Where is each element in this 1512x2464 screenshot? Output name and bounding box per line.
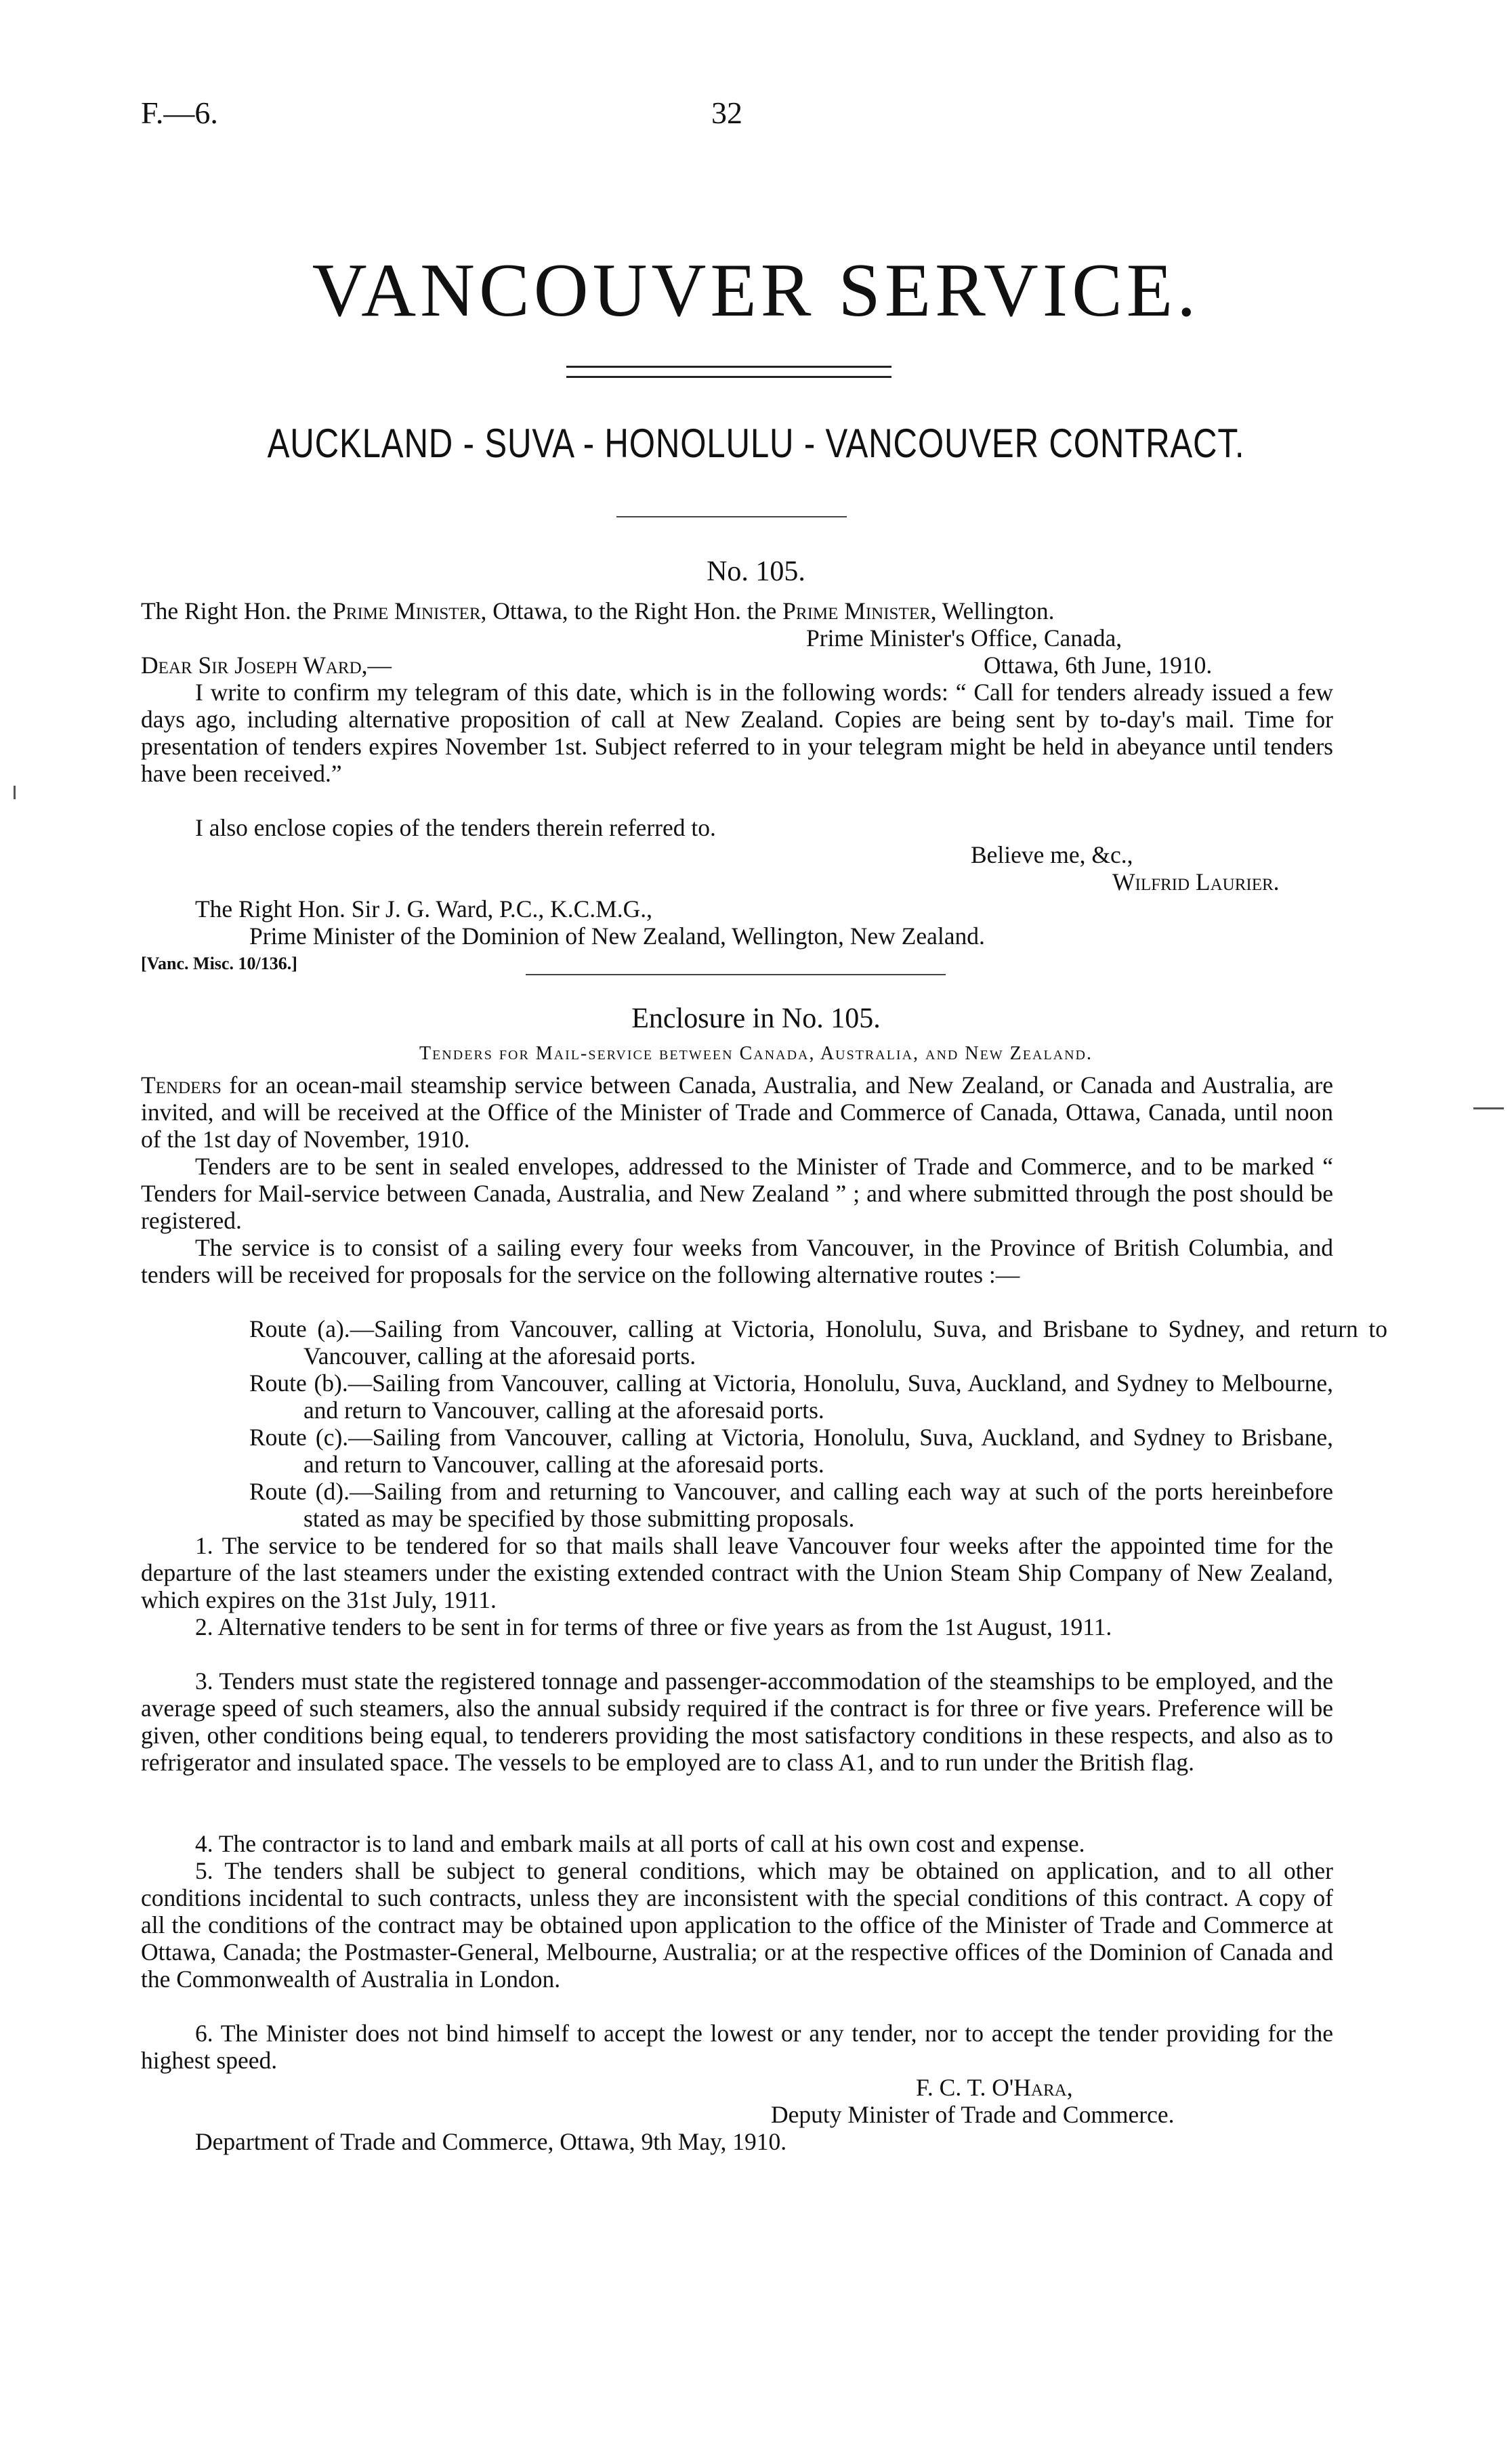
tender-heading: Tenders for Mail-service between Canada, Australia, and New Zealand. (419, 1043, 1093, 1064)
tender-paragraph: The service is to consist of a sailing every four weeks from Vancouver, in the Province of British Columbia, and tenders will be received for proposals for the service on the following alternative routes :— (141, 1234, 1333, 1288)
letter-addressee: The Right Hon. Sir J. G. Ward, P.C., K.C.M.G., (195, 895, 652, 922)
numbered-condition: 5. The tenders shall be subject to general conditions, which may be obtained on application, and to all other conditions incidental to such contracts, unless they are inconsistent with the special conditions of this contract. A copy of all the conditions of the contract may be obtained upon application to the office of the Minister of Trade and Commerce at Ottawa, Canada; the Postmaster-General, Melbourne, Australia; or at the respective offices of the Dominion of Canada and the Commonwealth of Australia in London. (141, 1857, 1333, 1993)
route-item: Route (c).—Sailing from Vancouver, calling at Victoria, Honolulu, Suva, Auckland, and Sydney to Brisbane, and return to Vancouver, calling at the aforesaid ports. (249, 1424, 1333, 1478)
route-line-part: , Wellington. (930, 597, 1055, 624)
letter-place-date: Ottawa, 6th June, 1910. (984, 652, 1213, 679)
letter-addressee: Prime Minister of the Dominion of New Zealand, Wellington, New Zealand. (249, 922, 985, 950)
route-item: Route (d).—Sailing from and returning to Vancouver, and calling each way at such of the ports hereinbefore stated as may be specified by those submitting proposals. (249, 1478, 1333, 1532)
series-code: F.—6. (141, 95, 218, 130)
letter-office: Prime Minister's Office, Canada, (806, 624, 1122, 652)
tender-paragraph: Tenders are to be sent in sealed envelopes, addressed to the Minister of Trade and Commerce, and to be marked “ Tenders for Mail-service between Canada, Australia, and New Zealand ” ; and where submitted through the post should be registered. (141, 1153, 1333, 1234)
page-title: VANCOUVER SERVICE. (312, 249, 1200, 333)
section-divider (526, 974, 946, 975)
letter-salutation: Dear Sir Joseph Ward,— (141, 652, 392, 679)
margin-mark (14, 786, 16, 799)
margin-mark (1473, 1107, 1504, 1109)
route-item: Route (b).—Sailing from Vancouver, calling at Victoria, Honolulu, Suva, Auckland, and Sydney to Melbourne, and return to Vancouver, calling at the aforesaid ports. (249, 1369, 1333, 1424)
tender-paragraph (141, 1071, 1333, 1153)
file-reference: [Vanc. Misc. 10/136.] (141, 954, 297, 973)
letter-closing: Believe me, &c., (971, 841, 1133, 868)
numbered-condition: 2. Alternative tenders to be sent in for terms of three or five years as from the 1st August, 1911. (195, 1613, 1112, 1640)
tender-lead-word: Tenders (141, 1071, 222, 1099)
route-line-part: , Ottawa, to the Right Hon. the (480, 597, 783, 624)
letter-body-paragraph: I write to confirm my telegram of this date, which is in the following words: “ Call for tenders already issued a few days ago, including alternative proposition of call at New Zealand. Copies are being sent by to-day's mail. Time for presentation of tenders expires November 1st. Subject referred to in your telegram might be held in abeyance until tenders have been received.” (141, 679, 1333, 787)
subtitle-rule (616, 516, 847, 517)
route-line-title: Prime Minister (332, 597, 481, 624)
enclosure-heading: Enclosure in No. 105. (631, 1003, 881, 1034)
letter-route-line (141, 597, 1055, 624)
numbered-condition: 4. The contractor is to land and embark mails at all ports of call at his own cost and expense. (195, 1830, 1085, 1857)
route-line-title: Prime Minister (782, 597, 931, 624)
letter-signature: Wilfrid Laurier. (1112, 868, 1280, 895)
route-line-part: The Right Hon. the (141, 597, 333, 624)
department-date-line: Department of Trade and Commerce, Ottawa, 9th May, 1910. (195, 2128, 787, 2155)
title-double-rule (566, 366, 891, 378)
tender-paragraph-text: for an ocean-mail steamship service between Canada, Australia, and New Zealand, or Canada and Australia, are invited, and will be received at the Office of the Minister of Trade and Commerce of Canada, Ottawa, Canada, until noon of the 1st day of November, 1910. (141, 1071, 1333, 1153)
page-subtitle: AUCKLAND - SUVA - HONOLULU - VANCOUVER CONTRACT. (267, 421, 1245, 466)
deputy-title: Deputy Minister of Trade and Commerce. (771, 2101, 1175, 2128)
letter-number: No. 105. (707, 556, 805, 587)
numbered-condition: 3. Tenders must state the registered tonnage and passenger-accommodation of the steamships to be employed, and the average speed of such steamers, also the annual subsidy required if the contract is for three or five years. Preference will be given, other conditions being equal, to tenderers providing the most satisfactory conditions in these respects, and also as to refrigerator and insulated space. The vessels to be employed are to class A1, and to run under the British flag. (141, 1668, 1333, 1776)
deputy-signature: F. C. T. O'Hara, (916, 2074, 1073, 2101)
letter-body-paragraph: I also enclose copies of the tenders therein referred to. (195, 814, 716, 841)
numbered-condition: 1. The service to be tendered for so that mails shall leave Vancouver four weeks after the appointed time for the departure of the last steamers under the existing extended contract with the Union Steam Ship Company of New Zealand, which expires on the 31st July, 1911. (141, 1532, 1333, 1613)
route-item: Route (a).—Sailing from Vancouver, calling at Victoria, Honolulu, Suva, and Brisbane to Sydney, and return to Vancouver, calling at the aforesaid ports. (249, 1315, 1387, 1369)
page-number: 32 (711, 95, 742, 130)
numbered-condition: 6. The Minister does not bind himself to accept the lowest or any tender, nor to accept the tender providing for the highest speed. (141, 2020, 1333, 2074)
